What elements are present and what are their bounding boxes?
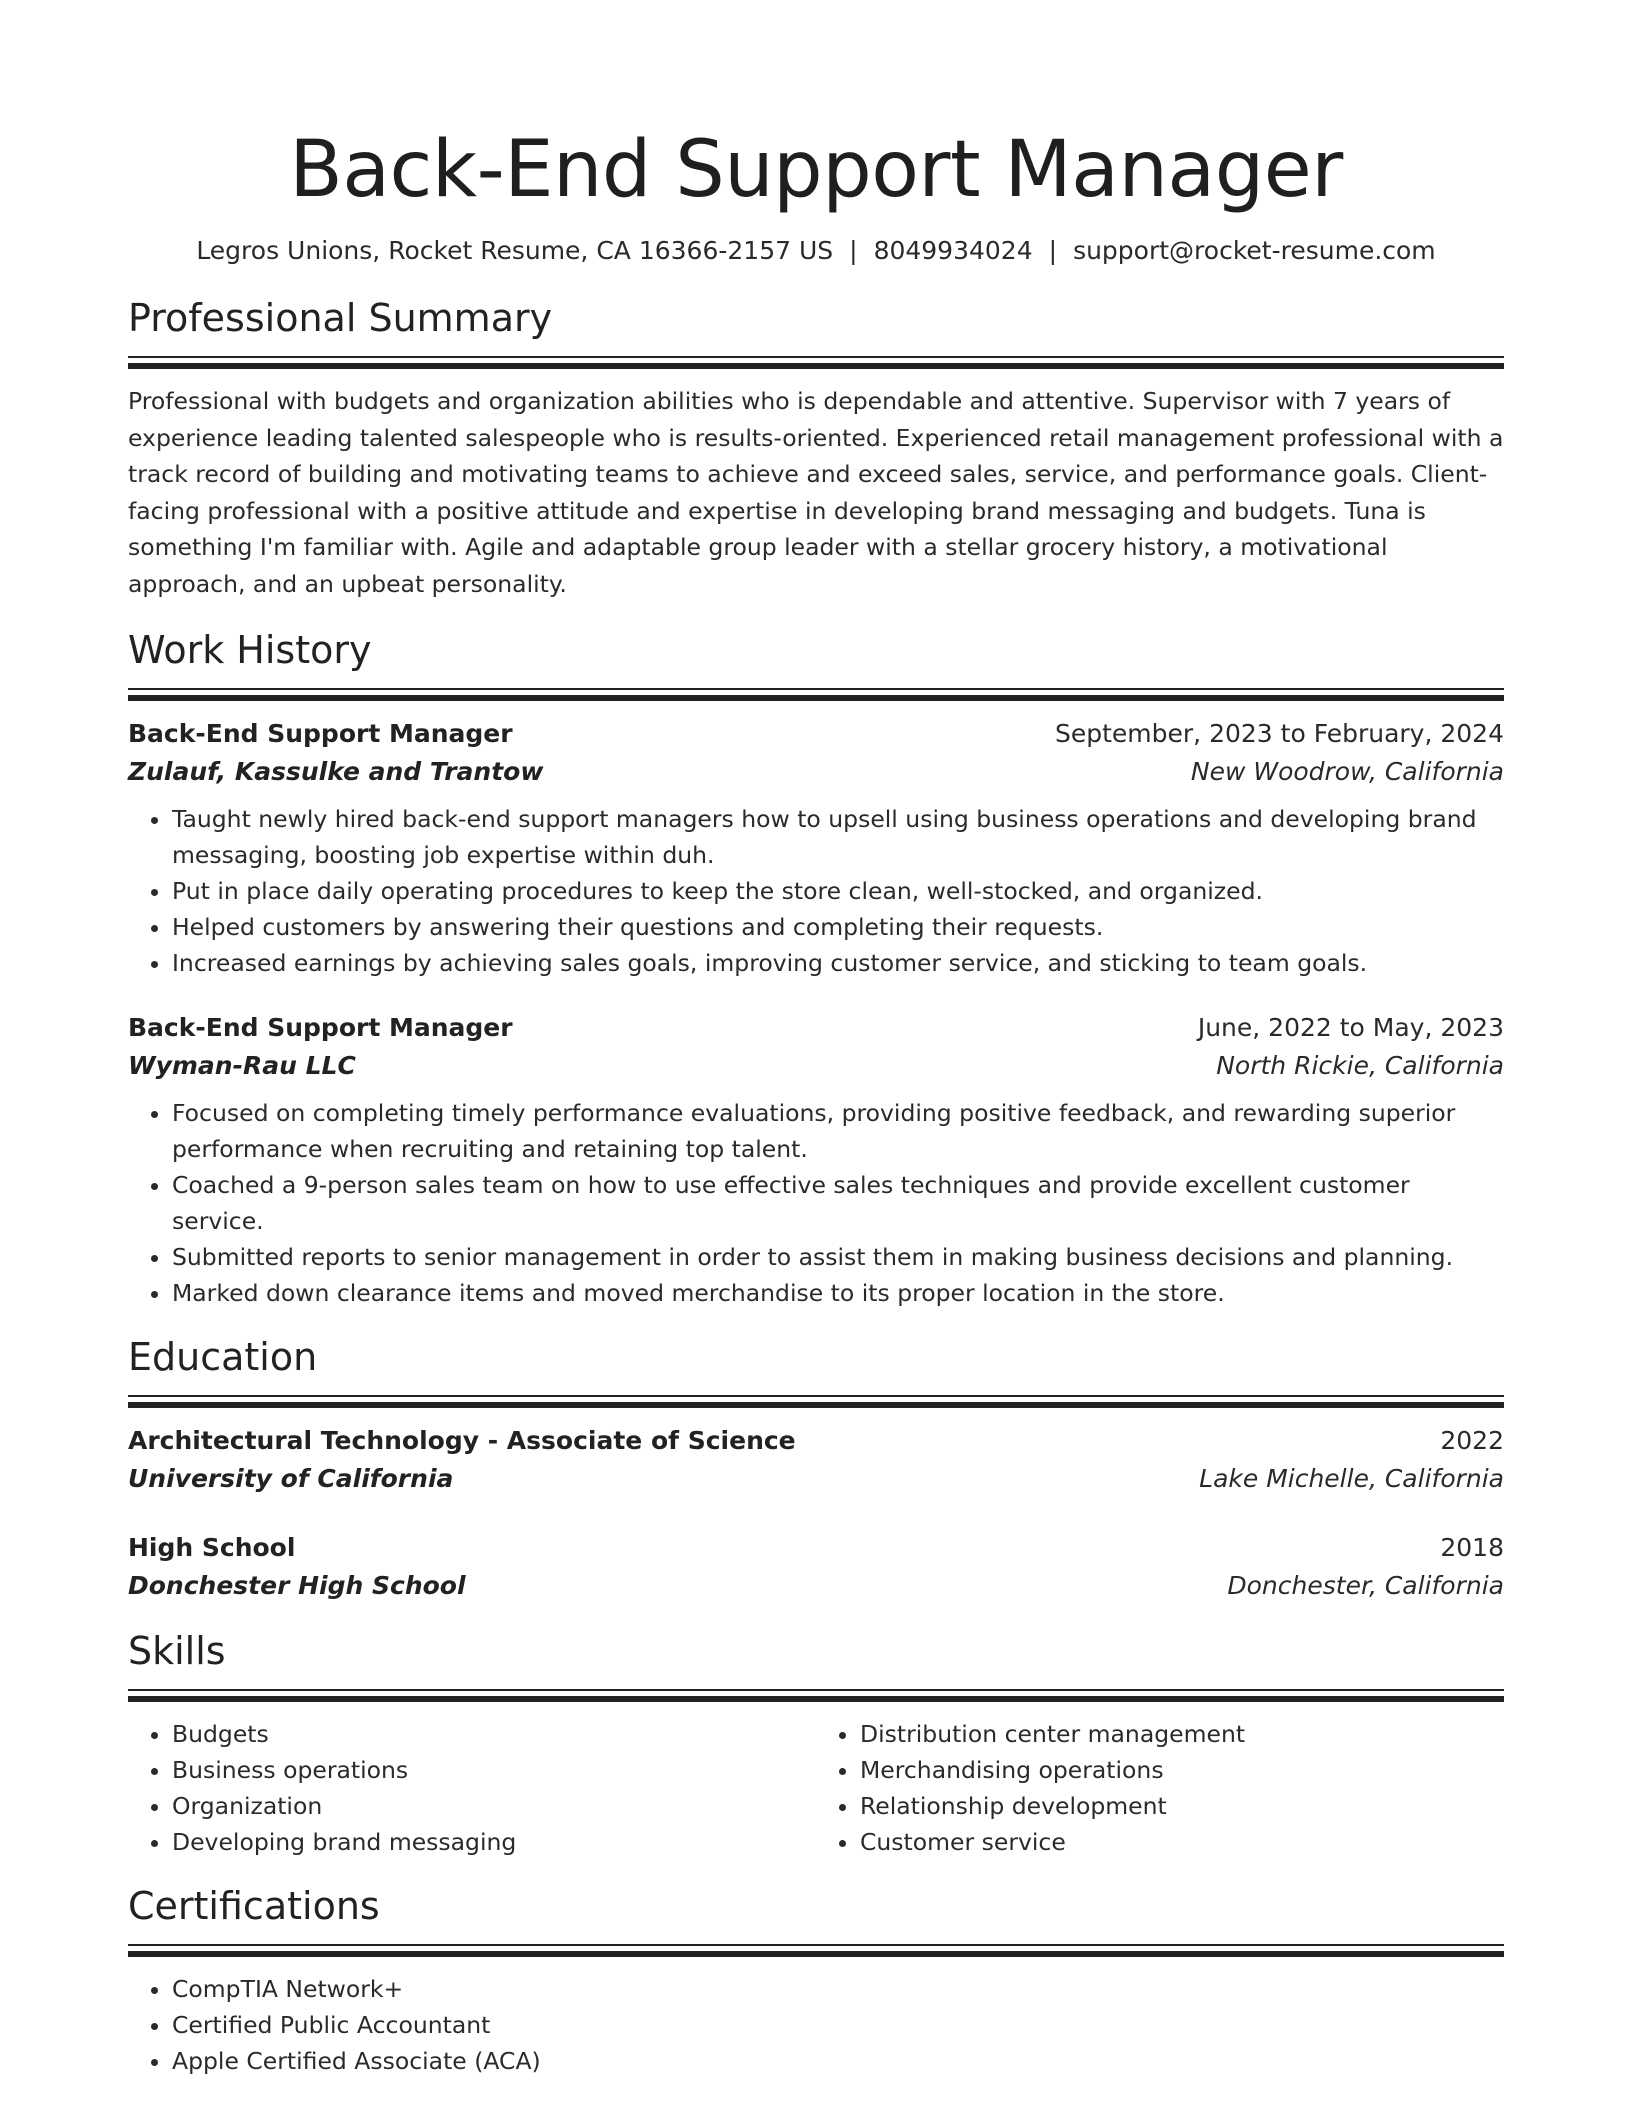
section-title-education: Education xyxy=(128,1335,318,1379)
education-location: Donchester, California xyxy=(1227,1571,1504,1600)
contact-phone: 8049934024 xyxy=(873,236,1033,265)
job-company: Wyman-Rau LLC xyxy=(128,1051,356,1080)
job-bullet: • Submitted reports to senior management in order to assist them in making business decisions and planning. xyxy=(172,1239,1504,1275)
skills-list xyxy=(816,1716,1504,1860)
job-location: New Woodrow, California xyxy=(1190,757,1504,786)
education-school: Donchester High School xyxy=(128,1571,466,1600)
skill-item: • Distribution center management xyxy=(860,1716,1504,1752)
education-location: Lake Michelle, California xyxy=(1199,1464,1504,1493)
section-title-work: Work History xyxy=(128,628,372,672)
job-bullets xyxy=(128,1095,1504,1311)
job-entry xyxy=(128,715,1504,981)
education-section xyxy=(128,1331,1504,1605)
job-subheader xyxy=(128,1047,1504,1085)
job-header xyxy=(128,1009,1504,1047)
contact-separator: | xyxy=(849,236,858,265)
job-bullets xyxy=(128,801,1504,981)
certifications-list xyxy=(128,1971,1504,2079)
skill-item: • Developing brand messaging xyxy=(172,1824,816,1860)
education-entry xyxy=(128,1529,1504,1605)
job-bullet: • Coached a 9-person sales team on how to use effective sales techniques and provide excellent customer service. xyxy=(172,1167,1504,1239)
education-subheader xyxy=(128,1460,1504,1498)
skill-item: • Merchandising operations xyxy=(860,1752,1504,1788)
skills-list xyxy=(128,1716,816,1860)
contact-separator: | xyxy=(1048,236,1058,265)
education-school: University of California xyxy=(128,1464,454,1493)
job-bullet: • Increased earnings by achieving sales goals, improving customer service, and sticking to team goals. xyxy=(172,945,1504,981)
certifications-section xyxy=(128,1880,1504,2079)
job-bullet: • Helped customers by answering their questions and completing their requests. xyxy=(172,909,1504,945)
skill-item: • Customer service xyxy=(860,1824,1504,1860)
skills-section xyxy=(128,1625,1504,1860)
contact-line xyxy=(128,234,1504,268)
skill-item: • Budgets xyxy=(172,1716,816,1752)
skill-item: • Relationship development xyxy=(860,1788,1504,1824)
education-subheader xyxy=(128,1567,1504,1605)
section-divider xyxy=(128,356,1504,369)
job-bullet: • Focused on completing timely performance evaluations, providing positive feedback, and rewarding superior performance when recruiting and retaining top talent. xyxy=(172,1095,1504,1167)
education-header xyxy=(128,1422,1504,1460)
job-title: Back-End Support Manager xyxy=(128,1013,513,1042)
section-divider xyxy=(128,688,1504,701)
job-bullet: • Marked down clearance items and moved merchandise to its proper location in the store. xyxy=(172,1275,1504,1311)
education-year: 2018 xyxy=(1440,1533,1504,1562)
job-location: North Rickie, California xyxy=(1216,1051,1504,1080)
job-title: Back-End Support Manager xyxy=(128,719,513,748)
job-subheader xyxy=(128,753,1504,791)
education-degree: High School xyxy=(128,1533,296,1562)
job-header xyxy=(128,715,1504,753)
section-divider xyxy=(128,1689,1504,1702)
summary-section xyxy=(128,292,1504,602)
summary-text: Professional with budgets and organization abilities who is dependable and attentive. Supervisor with 7 years of experience leading talented salespeople who is results-oriented. Experienced retail management professional with a track record of building and motivating teams to achieve and exceed sales, service, and performance goals. Client-facing professional with a positive attitude and expertise in developing brand messaging and budgets. Tuna is something I'm familiar with. Agile and adaptable group leader with a stellar grocery history, a motivational approach, and an upbeat personality. xyxy=(128,387,1504,598)
skills-column-left xyxy=(128,1716,816,1860)
contact-email: support@rocket-resume.com xyxy=(1073,236,1436,265)
section-title-skills: Skills xyxy=(128,1629,226,1673)
work-history-section xyxy=(128,624,1504,1311)
certification-item: • Apple Certified Associate (ACA) xyxy=(172,2043,1504,2079)
skill-item: • Business operations xyxy=(172,1752,816,1788)
job-bullet: • Put in place daily operating procedures to keep the store clean, well-stocked, and organized. xyxy=(172,873,1504,909)
education-year: 2022 xyxy=(1440,1426,1504,1455)
section-divider xyxy=(128,1395,1504,1408)
resume-name: Back-End Support Manager xyxy=(289,125,1343,215)
skills-column-right xyxy=(816,1716,1504,1860)
job-dates: June, 2022 to May, 2023 xyxy=(1197,1013,1504,1042)
contact-address: Legros Unions, Rocket Resume, CA 16366-2157 US xyxy=(196,236,834,265)
certification-item: • CompTIA Network+ xyxy=(172,1971,1504,2007)
education-entry xyxy=(128,1422,1504,1498)
section-divider xyxy=(128,1944,1504,1957)
job-company: Zulauf, Kassulke and Trantow xyxy=(128,757,544,786)
section-title-summary: Professional Summary xyxy=(128,296,553,340)
job-dates: September, 2023 to February, 2024 xyxy=(1055,719,1504,748)
education-degree: Architectural Technology - Associate of Science xyxy=(128,1426,796,1455)
education-header xyxy=(128,1529,1504,1567)
section-title-certifications: Certifications xyxy=(128,1884,380,1928)
job-entry xyxy=(128,1009,1504,1311)
job-bullet: • Taught newly hired back-end support managers how to upsell using business operations and developing brand messaging, boosting job expertise within duh. xyxy=(172,801,1504,873)
certification-item: • Certified Public Accountant xyxy=(172,2007,1504,2043)
skill-item: • Organization xyxy=(172,1788,816,1824)
skills-grid xyxy=(128,1716,1504,1860)
